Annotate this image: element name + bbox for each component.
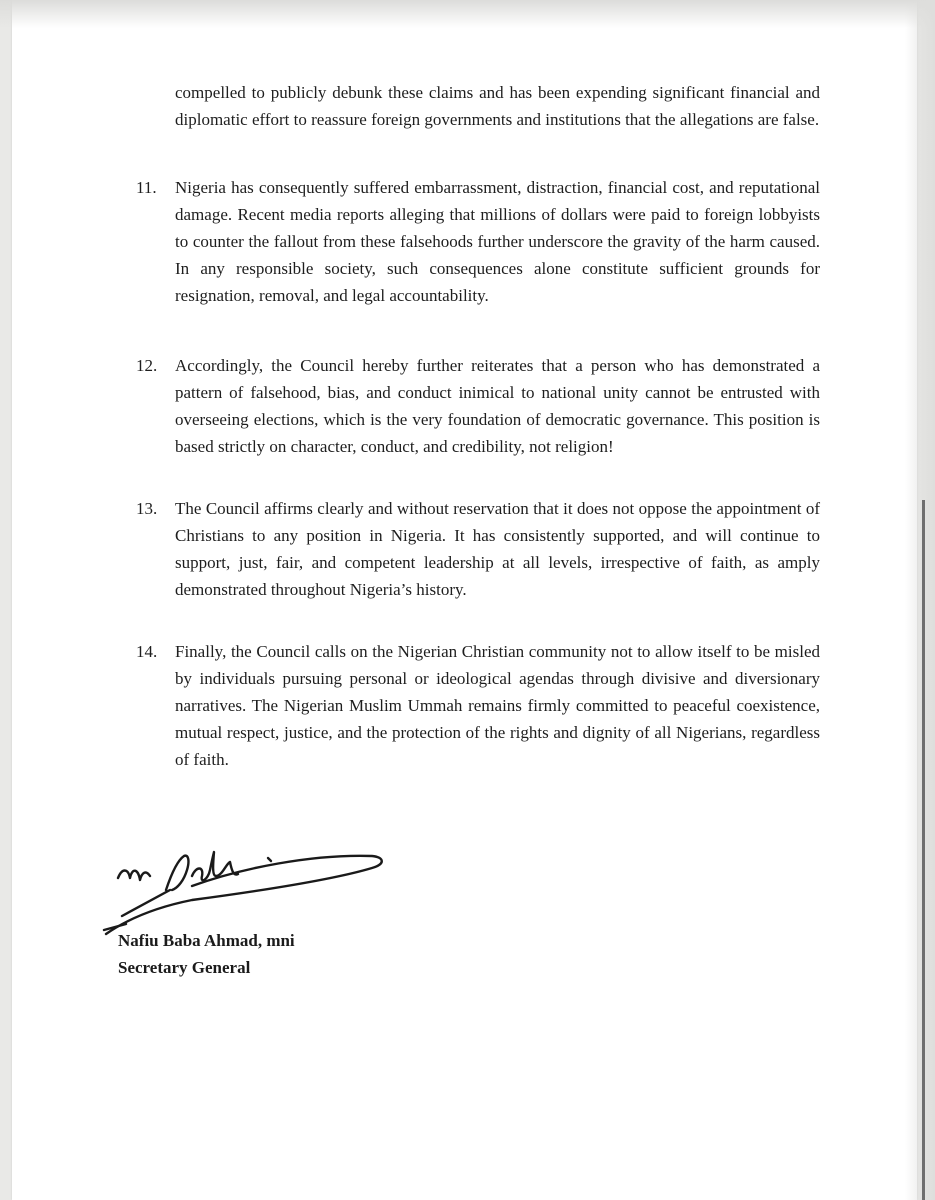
continuation-paragraph: compelled to publicly debunk these claims and has been expending significant financial and diplomatic effort to reassure foreign governments and institutions that the allegations are false. — [175, 83, 820, 129]
item-number: 12. — [136, 356, 158, 375]
list-item-14 — [136, 638, 820, 773]
signatory-name: Nafiu Baba Ahmad, mni — [118, 931, 295, 950]
item-text: Accordingly, the Council hereby further reiterates that a person who has demonstrated a pattern of falsehood, bias, and conduct inimical to national unity cannot be entrusted with overseeing elections, which is the very foundation of democratic governance. This position is based strictly on character, conduct, and credibility, not religion! — [175, 356, 820, 456]
list-item-13 — [136, 495, 820, 603]
item-number: 13. — [136, 499, 158, 518]
item-text: The Council affirms clearly and without reservation that it does not oppose the appointment of Christians to any position in Nigeria. It has consistently supported, and will continue to support, just, fair, and competent leadership at all levels, irrespective of faith, as amply demonstrated throughout Nigeria’s history. — [175, 499, 820, 599]
scrollbar[interactable] — [922, 500, 925, 1200]
list-item-12 — [136, 352, 820, 460]
list-item-11 — [136, 174, 820, 309]
signatory-title: Secretary General — [118, 958, 251, 977]
item-number: 14. — [136, 642, 158, 661]
item-number: 11. — [136, 178, 157, 197]
item-text: Finally, the Council calls on the Nigerian Christian community not to allow itself to be misled by individuals pursuing personal or ideological agendas through divisive and diversionary narratives. The Nigerian Muslim Ummah remains firmly committed to peaceful coexistence, mutual respect, justice, and the protection of the rights and dignity of all Nigerians, regardless of faith. — [175, 642, 820, 769]
item-text: Nigeria has consequently suffered embarrassment, distraction, financial cost, and reputational damage. Recent media reports alleging that millions of dollars were paid to foreign lobbyists to counter the fallout from these falsehoods further underscore the gravity of the harm caused. In any responsible society, such consequences alone constitute sufficient grounds for resignation, removal, and legal accountability. — [175, 178, 820, 305]
